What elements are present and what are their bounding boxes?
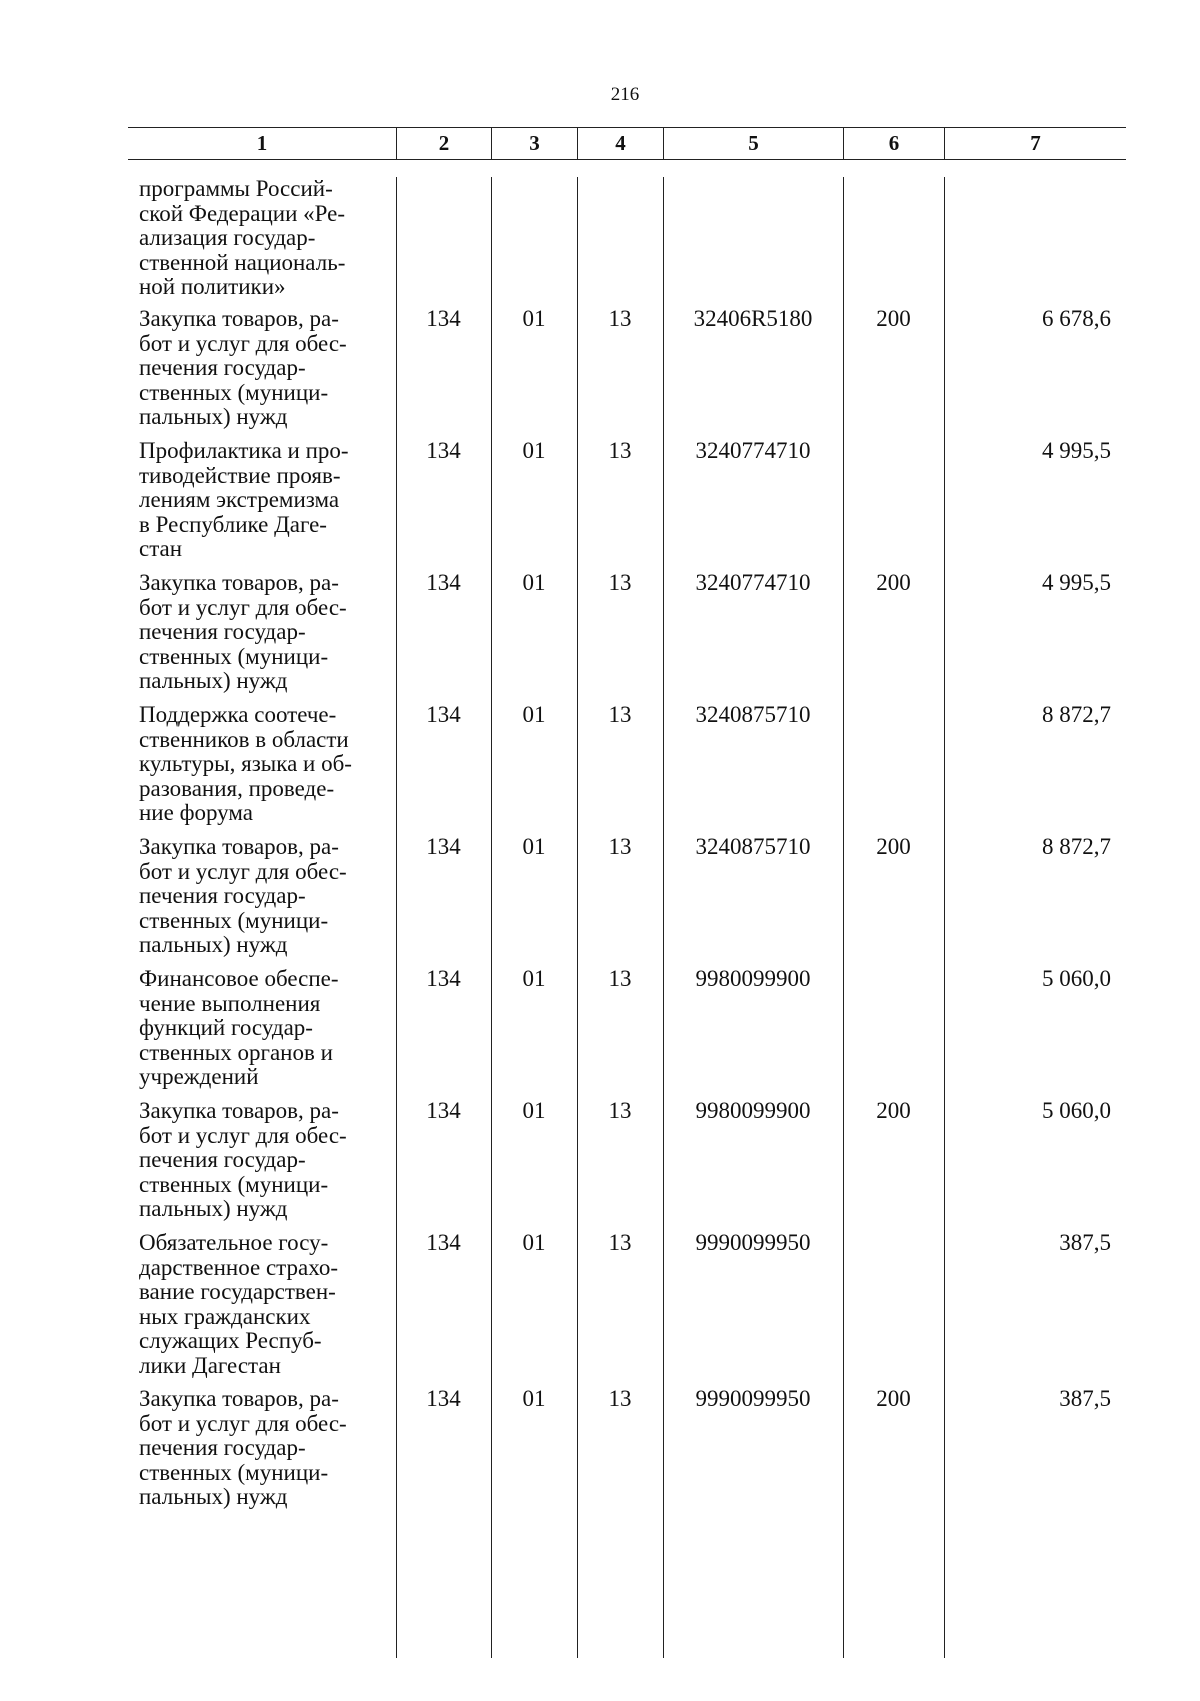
subsection-code: 13 (608, 1098, 632, 1123)
subsection-code: 13 (608, 438, 632, 463)
subsection-code: 13 (608, 1386, 632, 1411)
expense-type: 200 (876, 306, 911, 331)
header-col-5: 5 (663, 128, 843, 159)
amount: 5 060,0 (1042, 966, 1111, 991)
expense-type: 200 (876, 834, 911, 859)
amount: 5 060,0 (1042, 1098, 1111, 1123)
section-code: 01 (522, 1386, 546, 1411)
item-name: Закупка товаров, ра- бот и услуг для обес- печения государ- ственных (муници- пальных) нужд (139, 1386, 347, 1509)
ministry-code: 134 (426, 570, 461, 595)
column-divider (843, 177, 844, 1658)
section-code: 01 (522, 306, 546, 331)
ministry-code: 134 (426, 1230, 461, 1255)
header-col-3: 3 (491, 128, 577, 159)
target-article: 9990099950 (695, 1386, 811, 1411)
header-col-2: 2 (396, 128, 491, 159)
ministry-code: 134 (426, 438, 461, 463)
column-divider (396, 177, 397, 1658)
item-name: Профилактика и про- тиводействие прояв- лениям экстремизма в Республике Даге- стан (139, 438, 349, 561)
column-divider (491, 177, 492, 1658)
ministry-code: 134 (426, 834, 461, 859)
ministry-code: 134 (426, 1386, 461, 1411)
ministry-code: 134 (426, 306, 461, 331)
header-col-7: 7 (944, 128, 1126, 159)
section-code: 01 (522, 438, 546, 463)
header-col-6: 6 (843, 128, 944, 159)
amount: 4 995,5 (1042, 570, 1111, 595)
amount: 387,5 (1059, 1386, 1111, 1411)
header-col-4: 4 (577, 128, 663, 159)
section-code: 01 (522, 1098, 546, 1123)
section-code: 01 (522, 1230, 546, 1255)
amount: 6 678,6 (1042, 306, 1111, 331)
amount: 8 872,7 (1042, 834, 1111, 859)
amount: 387,5 (1059, 1230, 1111, 1255)
section-code: 01 (522, 570, 546, 595)
table-header-row (128, 127, 1126, 160)
item-name: Поддержка соотече- ственников в области культуры, языка и об- разования, проведе- ние форума (139, 702, 352, 825)
target-article: 9990099950 (695, 1230, 811, 1255)
target-article: 3240875710 (695, 834, 811, 859)
target-article: 9980099900 (695, 966, 811, 991)
subsection-code: 13 (608, 702, 632, 727)
column-divider (577, 177, 578, 1658)
section-code: 01 (522, 834, 546, 859)
item-name: Закупка товаров, ра- бот и услуг для обес- печения государ- ственных (муници- пальных) нужд (139, 570, 347, 693)
table-body (128, 177, 1126, 1658)
section-code: 01 (522, 966, 546, 991)
budget-table (128, 127, 1126, 1509)
subsection-code: 13 (608, 570, 632, 595)
item-name: Закупка товаров, ра- бот и услуг для обес- печения государ- ственных (муници- пальных) нужд (139, 306, 347, 429)
column-divider (663, 177, 664, 1658)
subsection-code: 13 (608, 834, 632, 859)
header-col-1: 1 (256, 131, 268, 155)
item-name: Финансовое обеспе- чение выполнения функций государ- ственных органов и учреждений (139, 966, 339, 1089)
amount: 4 995,5 (1042, 438, 1111, 463)
amount: 8 872,7 (1042, 702, 1111, 727)
item-name: Закупка товаров, ра- бот и услуг для обес- печения государ- ственных (муници- пальных) нужд (139, 1098, 347, 1221)
target-article: 3240774710 (695, 570, 811, 595)
target-article: 32406R5180 (693, 306, 813, 331)
column-divider (944, 177, 945, 1658)
target-article: 3240774710 (695, 438, 811, 463)
subsection-code: 13 (608, 1230, 632, 1255)
subsection-code: 13 (608, 966, 632, 991)
expense-type: 200 (876, 570, 911, 595)
item-name: программы Россий- ской Федерации «Ре- ализация государ- ственной националь- ной политики» (139, 176, 346, 299)
page-number: 216 (610, 84, 640, 105)
item-name: Обязательное госу- дарственное страхо- вание государствен- ных гражданских служащих Респуб- лики Дагестан (139, 1230, 338, 1378)
expense-type: 200 (876, 1098, 911, 1123)
ministry-code: 134 (426, 702, 461, 727)
expense-type: 200 (876, 1386, 911, 1411)
ministry-code: 134 (426, 966, 461, 991)
subsection-code: 13 (608, 306, 632, 331)
target-article: 9980099900 (695, 1098, 811, 1123)
target-article: 3240875710 (695, 702, 811, 727)
section-code: 01 (522, 702, 546, 727)
item-name: Закупка товаров, ра- бот и услуг для обес- печения государ- ственных (муници- пальных) нужд (139, 834, 347, 957)
ministry-code: 134 (426, 1098, 461, 1123)
